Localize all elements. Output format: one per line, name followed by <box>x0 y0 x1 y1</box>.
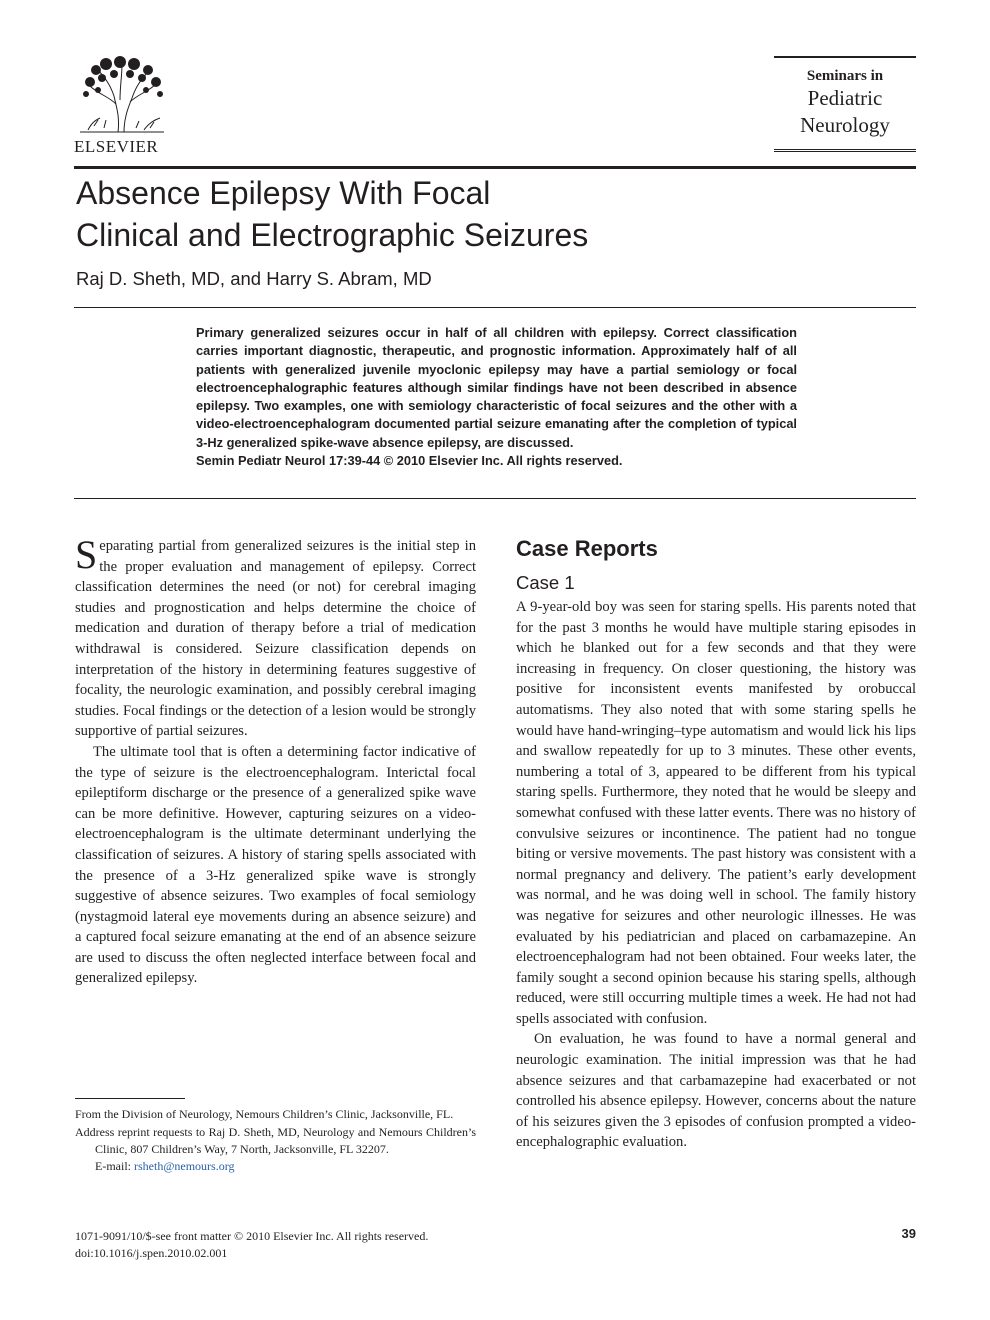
footnotes <box>75 1106 476 1175</box>
doi-line: doi:10.1016/j.spen.2010.02.001 <box>75 1246 228 1260</box>
abstract <box>196 324 797 470</box>
footnote-rule <box>75 1098 185 1099</box>
drop-cap: S <box>75 532 98 577</box>
article-authors: Raj D. Sheth, MD, and Harry S. Abram, MD <box>76 268 432 289</box>
case-1-heading: Case 1 <box>516 572 575 593</box>
abstract-text: Primary generalized seizures occur in half of all children with epilepsy. Correct classification carries important diagnostic, therapeutic, and prognostic information. Approximately half of all patients with generalized juvenile myoclonic epilepsy may have a partial semiology or focal electroencephalographic features although similar findings have not been described in absence epilepsy. Two examples, one with semiology characteristic of focal seizures and the other with a video-electroencephalogram documented partial seizure emanating after the completion of typical 3-Hz generalized spike-wave absence epilepsy, are discussed. <box>196 325 797 450</box>
title-line-1: Absence Epilepsy With Focal <box>76 175 491 211</box>
tree-icon <box>74 56 170 136</box>
email-link[interactable]: rsheth@nemours.org <box>134 1159 235 1173</box>
journal-name-line3: Neurology <box>800 113 890 137</box>
footnote-reprint <box>75 1124 476 1175</box>
footnote-reprint-text: Address reprint requests to Raj D. Sheth, MD, Neurology and Nemours Children’s Clinic, 807 Children’s Way, 7 North, Jacksonville, FL 32207. <box>75 1125 476 1156</box>
case-reports-heading: Case Reports <box>516 536 658 561</box>
page-number: 39 <box>901 1226 916 1241</box>
header-rule <box>74 166 916 169</box>
issn-line: 1071-9091/10/$-see front matter © 2010 Elsevier Inc. All rights reserved. <box>75 1229 429 1243</box>
article-title <box>76 172 776 256</box>
case-1-paragraph-2: On evaluation, he was found to have a normal general and neurologic examination. The initial impression was that he had absence seizures and that carbamazepine had exacerbated or not controlled his absence epilepsy. However, concerns about the nature of his seizures given the 3 episodes of confusion prompted a video-encephalographic evaluation. <box>516 1031 916 1151</box>
title-line-2: Clinical and Electrographic Seizures <box>76 217 589 253</box>
abstract-top-rule <box>74 307 916 308</box>
publisher-name: ELSEVIER <box>74 137 159 156</box>
abstract-bottom-rule <box>74 498 916 499</box>
intro-paragraph-2: The ultimate tool that is often a determining factor indicative of the type of seizure is the electroencephalogram. Interictal focal epileptiform discharge or the presence of a generalized spike wave can be more definitive. However, capturing seizures on a video-electroencephalogram is the ultimate determinant underlying the classification of seizures. A history of staring spells associated with the presence of a 3-Hz generalized spike wave is strongly suggestive of absence seizures. Two examples of focal semiology (nystagmoid lateral eye movements during an absence seizure) and a captured focal seizure emanating at the end of an absence seizure are used to discuss the often neglected interface between focal and generalized epilepsy. <box>75 743 476 987</box>
footer-info <box>75 1228 428 1262</box>
abstract-citation: Semin Pediatr Neurol 17:39-44 © 2010 Elsevier Inc. All rights reserved. <box>196 453 623 469</box>
email-label: E-mail: <box>95 1159 134 1173</box>
journal-masthead <box>774 56 916 152</box>
intro-paragraph-1-text: eparating partial from generalized seizures is the initial step in the proper evaluation and management of epilepsy. Correct classification determines the need (or not) for cerebral imaging studies and prognostication and helps determine the choice of medication and duration of therapy before a trial of medication withdrawal is considered. Seizure classification depends on interpretation of the history in determining features suggestive of focality, the neurologic examination, and possibly cerebral imaging studies. Focal findings or the detection of a lesion would be strongly supportive of partial seizures. <box>75 538 476 740</box>
footnote-affiliation: From the Division of Neurology, Nemours Children’s Clinic, Jacksonville, FL. <box>75 1107 454 1121</box>
case-1-paragraph-1: A 9-year-old boy was seen for staring spells. His parents noted that for the past 3 months he would have multiple staring episodes in which he blanked out for a few seconds and that they were increasing in frequency. On closer questioning, the history was positive for inconsistent events manifested by orobuccal automatisms. They also noted that with some staring spells he would have hand-wringing–type automatism and would lick his lips and swallow repeatedly for up to 3 minutes. These other events, numbering a total of 3, appeared to be different from his typical staring spells. Furthermore, they noted that he would be sleepy and somewhat confused with these latter events. There was no history of convulsive seizures or incontinence. The patient had no tongue biting or versive movements. The past history was consistent with a normal pregnancy and delivery. The patient’s early development was normal, and he was doing well in school. The family history was negative for seizures and other neurologic illnesses. He was evaluated by his pediatrician and placed on carbamazepine. An electroencephalogram had not been obtained. Four weeks later, the family sought a second opinion because his staring spells, although reduced, were still occurring multiple times a week. He had not had spells associated with confusion. <box>516 599 916 1027</box>
intro-paragraph-1 <box>75 532 476 742</box>
journal-name-line1: Seminars in <box>806 68 884 84</box>
journal-name-line2: Pediatric <box>807 86 883 110</box>
intro-column <box>75 532 476 989</box>
case-reports-column <box>516 532 916 1153</box>
